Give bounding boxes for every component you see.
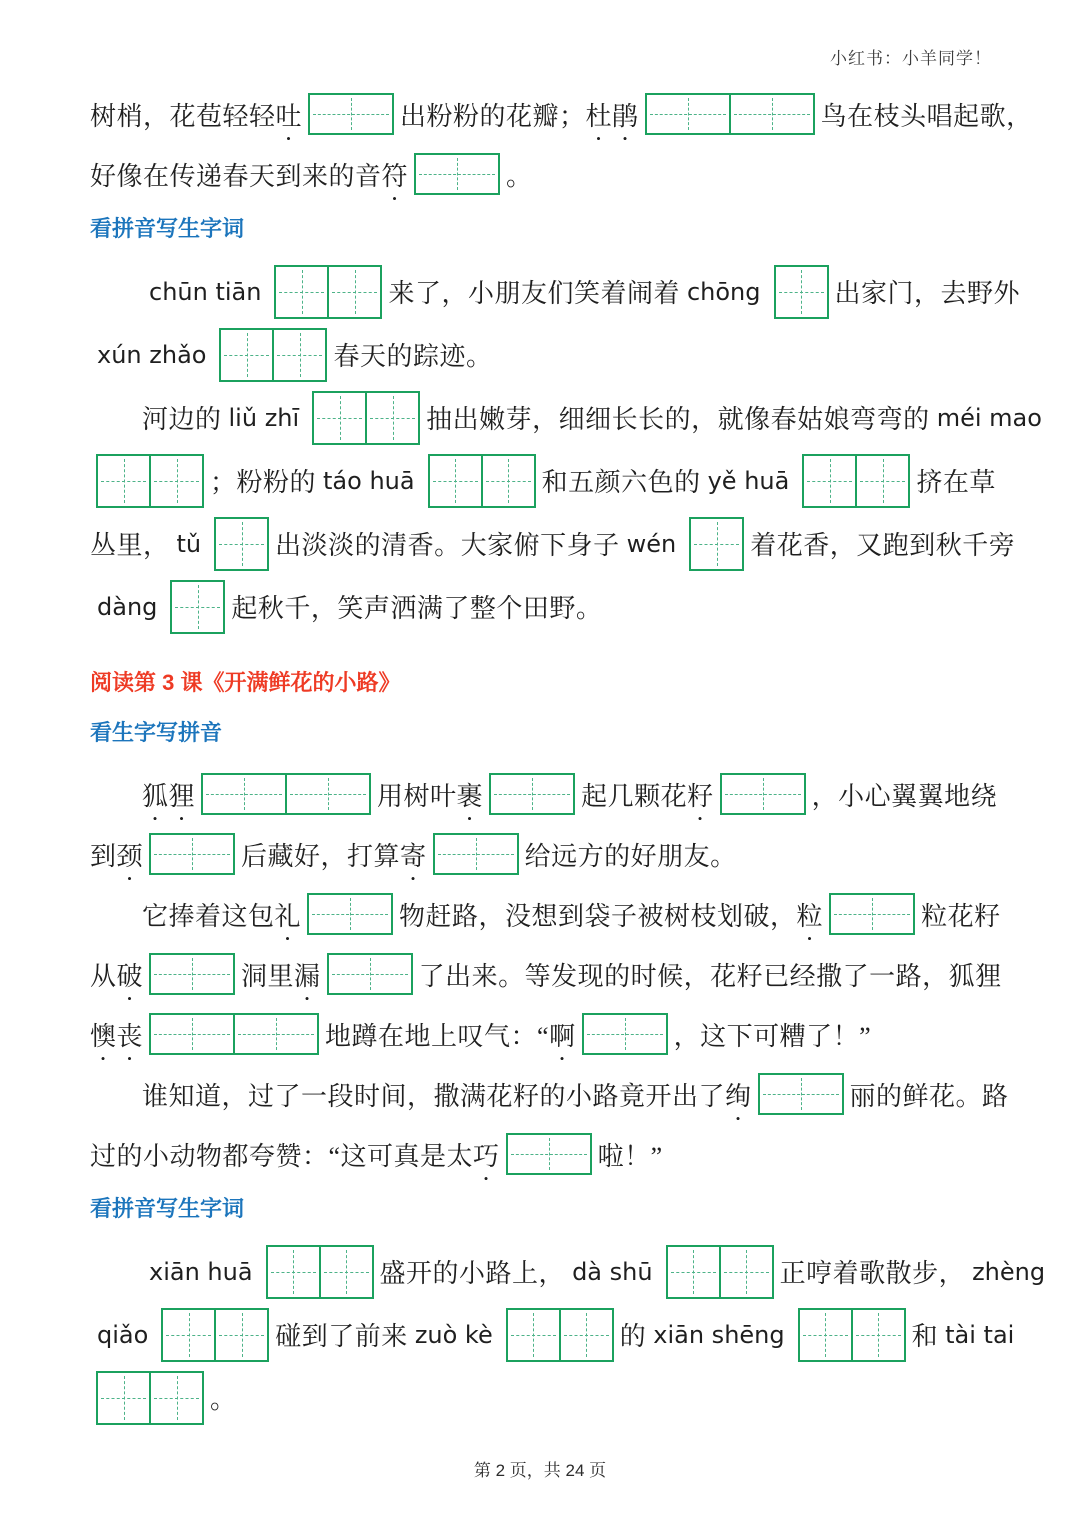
character-writing-boxes xyxy=(219,328,327,382)
page-number: 第 2 页，共 24 页 xyxy=(473,1461,607,1480)
dashed-midline-vertical xyxy=(801,1078,802,1110)
dashed-midline-vertical xyxy=(247,333,248,377)
dashed-midline-vertical xyxy=(346,1250,347,1294)
dashed-midline-vertical xyxy=(124,459,125,503)
dotted-character: 漏 • xyxy=(294,956,321,993)
text-line xyxy=(90,386,1042,449)
text-run: 鸟在枝头唱起歌， xyxy=(820,101,1033,131)
pinyin-text: zuò kè xyxy=(414,1320,493,1349)
character-writing-boxes xyxy=(798,1308,906,1362)
character-writing-boxes xyxy=(161,1308,269,1362)
pinyin-writing-boxes xyxy=(489,773,575,815)
dashed-midline-vertical xyxy=(293,1250,294,1294)
dashed-midline-vertical xyxy=(370,958,371,990)
pinyin-writing-boxes xyxy=(829,893,915,935)
writing-cell xyxy=(481,454,536,508)
pinyin-writing-boxes xyxy=(582,1013,668,1055)
pinyin-text: xiān shēng xyxy=(653,1320,785,1349)
writing-cell xyxy=(433,833,519,875)
writing-cell xyxy=(666,1245,721,1299)
writing-cell xyxy=(149,833,235,875)
writing-cell xyxy=(149,953,235,995)
text-line xyxy=(90,824,992,884)
text-run: 盛开的小路上， xyxy=(379,1259,566,1288)
pinyin-text: xún zhǎo xyxy=(97,340,207,369)
dotted-character: 寄 • xyxy=(400,836,427,873)
text-run: 挤在草 xyxy=(916,468,996,497)
paragraph xyxy=(90,260,1021,386)
text-line xyxy=(90,1303,1015,1366)
writing-cell xyxy=(829,893,915,935)
text-run: 。 xyxy=(506,161,533,191)
dashed-midline-vertical xyxy=(746,1250,747,1294)
text-line xyxy=(90,884,1001,944)
text-run: 春天的踪迹。 xyxy=(333,342,493,371)
text-run: 过的小动物都夸赞：“这可真是太 xyxy=(90,1141,474,1171)
writing-cell xyxy=(774,265,829,319)
text-line xyxy=(90,84,1033,144)
text-run: 碰到了前来 xyxy=(275,1322,408,1351)
writing-cell xyxy=(161,1308,216,1362)
character-writing-boxes xyxy=(96,1371,204,1425)
dashed-midline-vertical xyxy=(533,1313,534,1357)
writing-cell xyxy=(855,454,910,508)
text-run: 粒花籽 xyxy=(921,901,1001,931)
text-line xyxy=(90,449,996,512)
pinyin-text: chōng xyxy=(686,277,761,306)
text-run: 出粉粉的花瓣； xyxy=(400,101,586,131)
pinyin-writing-boxes xyxy=(433,833,519,875)
dotted-character: 狸 • xyxy=(169,776,196,813)
dashed-midline-vertical xyxy=(276,1018,277,1050)
writing-cell xyxy=(319,1245,374,1299)
character-writing-boxes xyxy=(506,1308,614,1362)
text-run: 啦！” xyxy=(597,1141,663,1171)
text-run: 来了，小朋友们笑着闹着 xyxy=(388,279,680,308)
text-run: 到 xyxy=(90,841,117,871)
dashed-midline-vertical xyxy=(124,1376,125,1420)
text-line xyxy=(90,323,992,386)
writing-cell xyxy=(285,773,371,815)
pinyin-writing-boxes xyxy=(201,773,371,815)
dashed-midline-vertical xyxy=(355,270,356,314)
writing-cell xyxy=(201,773,287,815)
dashed-midline-vertical xyxy=(198,585,199,629)
pinyin-writing-boxes xyxy=(506,1133,592,1175)
writing-cell xyxy=(214,517,269,571)
writing-cell xyxy=(414,153,500,195)
dotted-character: 籽 • xyxy=(687,776,714,813)
dashed-midline-vertical xyxy=(801,270,802,314)
pinyin-text: tài tai xyxy=(945,1320,1015,1349)
writing-cell xyxy=(798,1308,853,1362)
text-run: 着花香，又跑到秋千旁 xyxy=(750,531,1016,560)
dotted-character: 杜 • xyxy=(586,96,613,133)
pinyin-text: wén xyxy=(626,529,677,558)
writing-cell xyxy=(219,328,274,382)
writing-cell xyxy=(506,1133,592,1175)
character-writing-boxes xyxy=(802,454,910,508)
pinyin-text: dàng xyxy=(97,592,158,621)
text-run: 河边的 xyxy=(142,405,222,434)
text-run: 了出来。等发现的时候，花籽已经撒了一路，狐狸 xyxy=(418,961,1002,991)
dashed-midline-vertical xyxy=(242,522,243,566)
character-writing-boxes xyxy=(428,454,536,508)
dashed-midline-vertical xyxy=(242,1313,243,1357)
dashed-midline-vertical xyxy=(586,1313,587,1357)
text-line xyxy=(90,764,998,824)
paragraph xyxy=(90,386,1042,638)
section-heading-blue: 看拼音写生字词 xyxy=(90,1196,245,1221)
dashed-midline-vertical xyxy=(532,778,533,810)
dotted-character: 礼 • xyxy=(275,896,302,933)
text-line xyxy=(90,260,1021,323)
dashed-midline-vertical xyxy=(300,333,301,377)
character-writing-boxes xyxy=(170,580,225,634)
character-writing-boxes xyxy=(96,454,204,508)
writing-cell xyxy=(274,265,329,319)
dashed-midline-vertical xyxy=(830,459,831,503)
pinyin-writing-boxes xyxy=(308,93,394,135)
pinyin-text: táo huā xyxy=(323,466,415,495)
paragraph xyxy=(90,764,998,884)
dashed-midline-vertical xyxy=(393,396,394,440)
text-run: 好像在传递春天到来的音 xyxy=(90,161,382,191)
text-run: 后藏好，打算 xyxy=(241,841,401,871)
text-run: 出淡淡的清香。大家俯下身子 xyxy=(275,531,620,560)
text-line xyxy=(90,144,992,204)
dashed-midline-vertical xyxy=(350,898,351,930)
dashed-midline-vertical xyxy=(455,459,456,503)
dotted-character: 符 • xyxy=(382,156,409,193)
pinyin-writing-boxes xyxy=(149,1013,319,1055)
dashed-midline-vertical xyxy=(508,459,509,503)
dotted-character: 粒 • xyxy=(797,896,824,933)
writing-cell xyxy=(266,1245,321,1299)
pinyin-writing-boxes xyxy=(149,953,235,995)
writing-cell xyxy=(272,328,327,382)
dashed-midline-vertical xyxy=(351,98,352,130)
dashed-midline-vertical xyxy=(244,778,245,810)
writing-cell xyxy=(308,93,394,135)
writing-cell xyxy=(312,391,367,445)
writing-cell xyxy=(149,454,204,508)
writing-cell xyxy=(559,1308,614,1362)
pinyin-writing-boxes xyxy=(645,93,815,135)
writing-cell xyxy=(96,1371,151,1425)
character-writing-boxes xyxy=(214,517,269,571)
text-line xyxy=(90,1064,1009,1124)
text-run: 丛里， xyxy=(90,531,170,560)
writing-cell xyxy=(729,93,815,135)
dashed-midline-vertical xyxy=(192,958,193,990)
paragraph xyxy=(90,1240,1046,1429)
text-run: 起几颗花 xyxy=(581,781,688,811)
text-line xyxy=(90,944,1002,1004)
watermark: 小红书：小羊同学！ xyxy=(830,49,992,68)
text-line xyxy=(90,1240,1046,1303)
dashed-midline-vertical xyxy=(192,838,193,870)
dashed-midline-vertical xyxy=(825,1313,826,1357)
pinyin-writing-boxes xyxy=(307,893,393,935)
text-line xyxy=(90,1366,992,1429)
section-heading-blue: 看生字写拼音 xyxy=(90,720,223,745)
text-run: ，这下可糟了！” xyxy=(673,1021,872,1051)
text-line xyxy=(90,575,992,638)
writing-cell xyxy=(327,953,413,995)
writing-cell xyxy=(365,391,420,445)
pinyin-text: chūn tiān xyxy=(149,277,262,306)
pinyin-writing-boxes xyxy=(720,773,806,815)
text-run: 它捧着这包 xyxy=(142,901,275,931)
writing-cell xyxy=(582,1013,668,1055)
character-writing-boxes xyxy=(666,1245,774,1299)
text-run: 和五颜六色的 xyxy=(541,468,701,497)
writing-cell xyxy=(149,1013,235,1055)
text-run: 从 xyxy=(90,961,117,991)
writing-cell xyxy=(851,1308,906,1362)
writing-cell xyxy=(327,265,382,319)
pinyin-text: yě huā xyxy=(707,466,790,495)
pinyin-text: zhèng xyxy=(972,1257,1046,1286)
dashed-midline-vertical xyxy=(772,98,773,130)
dashed-midline-vertical xyxy=(189,1313,190,1357)
pinyin-text: méi mao xyxy=(936,403,1042,432)
text-run: 洞里 xyxy=(241,961,295,991)
paragraph xyxy=(90,884,1002,1064)
dashed-midline-vertical xyxy=(340,396,341,440)
pinyin-text: tǔ xyxy=(176,529,202,558)
text-run: 树梢，花苞轻轻 xyxy=(90,101,276,131)
dotted-character: 懊 • xyxy=(90,1016,117,1053)
dashed-midline-vertical xyxy=(192,1018,193,1050)
pinyin-text: xiān huā xyxy=(149,1257,253,1286)
dashed-midline-vertical xyxy=(717,522,718,566)
writing-cell xyxy=(233,1013,319,1055)
dotted-character: 绚 • xyxy=(725,1076,752,1113)
writing-cell xyxy=(506,1308,561,1362)
paragraph xyxy=(90,1064,1009,1184)
dashed-midline-vertical xyxy=(693,1250,694,1294)
writing-cell xyxy=(307,893,393,935)
text-run: 抽出嫩芽，细细长长的，就像春姑娘弯弯的 xyxy=(426,405,930,434)
dashed-midline-vertical xyxy=(177,1376,178,1420)
pinyin-text: qiǎo xyxy=(97,1320,149,1349)
character-writing-boxes xyxy=(774,265,829,319)
dotted-character: 破 • xyxy=(117,956,144,993)
text-run: ，小心翼翼地绕 xyxy=(811,781,998,811)
dashed-midline-vertical xyxy=(878,1313,879,1357)
writing-cell xyxy=(645,93,731,135)
section-heading-blue: 看拼音写生字词 xyxy=(90,216,245,241)
dotted-character: 裹 • xyxy=(457,776,484,813)
section-heading-red: 阅读第 3 课《开满鲜花的小路》 xyxy=(90,670,401,695)
text-run: 正哼着歌散步， xyxy=(779,1259,966,1288)
text-run: 丽的鲜花。路 xyxy=(849,1081,1009,1111)
text-run: 。 xyxy=(210,1385,237,1414)
character-writing-boxes xyxy=(274,265,382,319)
dashed-midline-vertical xyxy=(302,270,303,314)
text-run: 和 xyxy=(911,1322,939,1351)
dashed-midline-vertical xyxy=(625,1018,626,1050)
writing-cell xyxy=(719,1245,774,1299)
dashed-midline-vertical xyxy=(476,838,477,870)
dashed-midline-vertical xyxy=(457,158,458,190)
writing-cell xyxy=(214,1308,269,1362)
text-run: 谁知道，过了一段时间，撒满花籽的小路竟开出了 xyxy=(142,1081,726,1111)
dotted-character: 巧 • xyxy=(473,1136,500,1173)
text-run: 的 xyxy=(619,1322,647,1351)
dotted-character: 啊 • xyxy=(549,1016,576,1053)
dotted-character: 吐 • xyxy=(276,96,303,133)
dotted-character: 颈 • xyxy=(117,836,144,873)
pinyin-text: liǔ zhī xyxy=(228,403,300,432)
writing-cell xyxy=(96,454,151,508)
text-line xyxy=(90,1004,992,1064)
writing-cell xyxy=(149,1371,204,1425)
pinyin-writing-boxes xyxy=(149,833,235,875)
text-run: 用树叶 xyxy=(377,781,457,811)
dashed-midline-vertical xyxy=(177,459,178,503)
text-line xyxy=(90,1124,992,1184)
writing-cell xyxy=(489,773,575,815)
worksheet-content xyxy=(90,84,1046,1429)
writing-cell xyxy=(689,517,744,571)
pinyin-text: dà shū xyxy=(572,1257,653,1286)
character-writing-boxes xyxy=(689,517,744,571)
dashed-midline-vertical xyxy=(688,98,689,130)
pinyin-writing-boxes xyxy=(758,1073,844,1115)
character-writing-boxes xyxy=(312,391,420,445)
text-run: 给远方的好朋友。 xyxy=(524,841,737,871)
text-run: ；粉粉的 xyxy=(210,468,317,497)
dashed-midline-vertical xyxy=(872,898,873,930)
text-run: 起秋千，笑声洒满了整个田野。 xyxy=(231,594,603,623)
text-run: 出家门，去野外 xyxy=(834,279,1021,308)
writing-cell xyxy=(720,773,806,815)
character-writing-boxes xyxy=(266,1245,374,1299)
writing-cell xyxy=(170,580,225,634)
dashed-midline-vertical xyxy=(549,1138,550,1170)
text-run: 物赶路，没想到袋子被树枝划破， xyxy=(399,901,797,931)
dotted-character: 鹃 • xyxy=(612,96,639,133)
dotted-character: 狐 • xyxy=(142,776,169,813)
text-line xyxy=(90,512,1016,575)
dashed-midline-vertical xyxy=(883,459,884,503)
writing-cell xyxy=(802,454,857,508)
paragraph xyxy=(90,84,1033,204)
dotted-character: 丧 • xyxy=(117,1016,144,1053)
dashed-midline-vertical xyxy=(328,778,329,810)
dashed-midline-vertical xyxy=(763,778,764,810)
writing-cell xyxy=(758,1073,844,1115)
pinyin-writing-boxes xyxy=(414,153,500,195)
text-run: 地蹲在地上叹气：“ xyxy=(325,1021,550,1051)
pinyin-writing-boxes xyxy=(327,953,413,995)
writing-cell xyxy=(428,454,483,508)
